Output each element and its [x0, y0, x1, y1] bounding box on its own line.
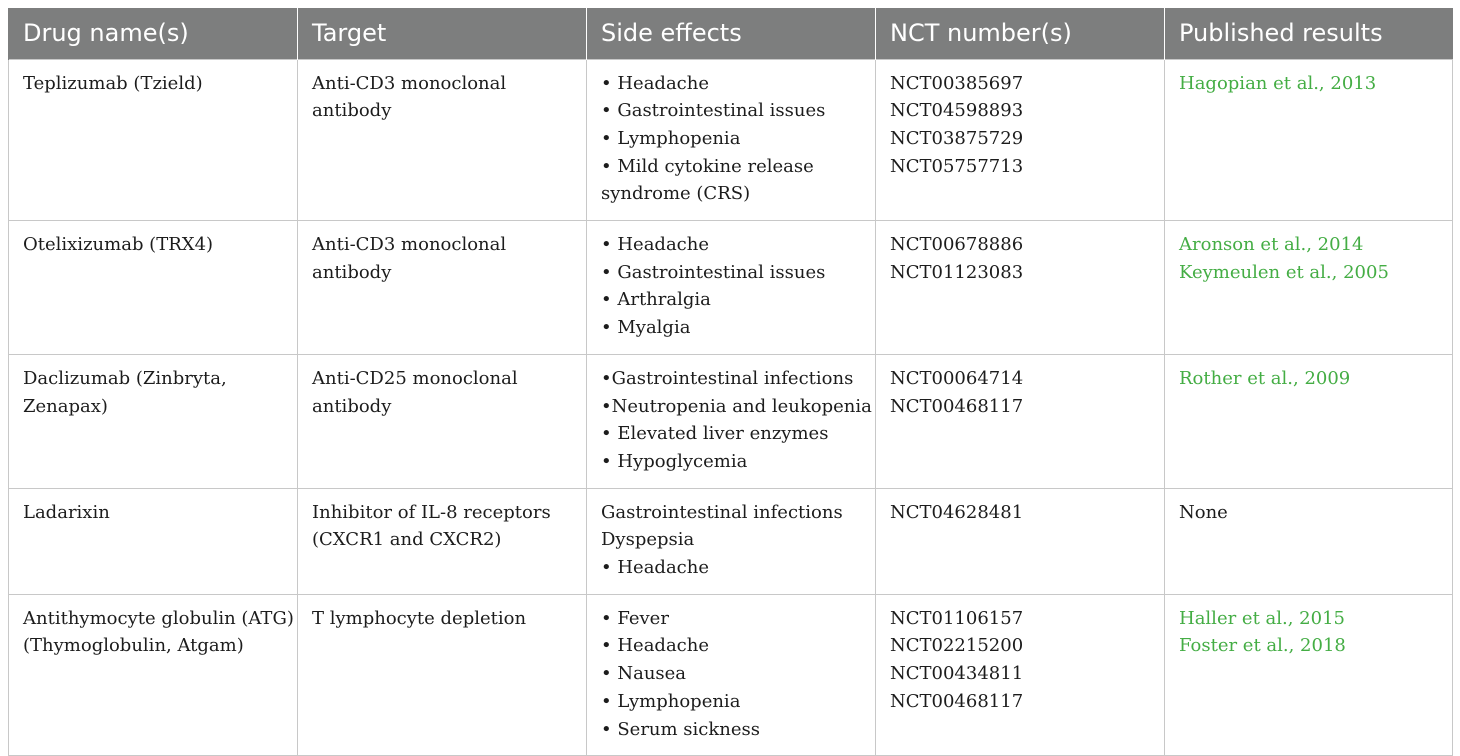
table-row	[9, 354, 1453, 488]
nct-number: NCT00678886	[890, 234, 1024, 256]
side-effect-item: • Nausea	[601, 663, 687, 685]
header-nct-numbers: NCT number(s)	[876, 8, 1165, 59]
drug-name-cell	[9, 354, 298, 488]
target-cell	[298, 59, 587, 221]
results-cell	[1165, 488, 1453, 594]
nct-number: NCT01106157	[890, 607, 1024, 629]
side-effect-item: • Headache	[601, 72, 709, 94]
target-text: Inhibitor of IL-8 receptors	[312, 501, 551, 523]
header-published-results: Published results	[1165, 8, 1453, 59]
drug-name: Ladarixin	[23, 501, 110, 523]
side-effect-item: • Lymphopenia	[601, 127, 741, 149]
drug-name-cell	[9, 488, 298, 594]
nct-cell	[876, 354, 1165, 488]
side-effect-item: • Fever	[601, 607, 669, 629]
nct-number: NCT01123083	[890, 261, 1024, 283]
results-cell	[1165, 221, 1453, 355]
nct-cell	[876, 594, 1165, 756]
side-effect-item: • Elevated liver enzymes	[601, 423, 829, 445]
nct-number: NCT00064714	[890, 367, 1024, 389]
table-row	[9, 221, 1453, 355]
side-effect-item: • Serum sickness	[601, 718, 761, 740]
side-effect-item: Gastrointestinal infections	[601, 501, 843, 523]
side-effect-item: • Hypoglycemia	[601, 450, 748, 472]
drug-name: Otelixizumab (TRX4)	[23, 234, 214, 256]
target-cell	[298, 354, 587, 488]
side-effect-item: Dyspepsia	[601, 529, 695, 551]
drug-name: Daclizumab (Zinbryta,	[23, 367, 227, 389]
nct-number: NCT00385697	[890, 72, 1024, 94]
reference-link[interactable]: Rother et al., 2009	[1179, 367, 1351, 389]
target-text: Anti-CD25 monoclonal	[312, 367, 518, 389]
nct-number: NCT00468117	[890, 690, 1024, 712]
drug-name: Teplizumab (Tzield)	[23, 72, 203, 94]
reference-link[interactable]: Foster et al., 2018	[1179, 635, 1346, 657]
table-header-row	[9, 8, 1453, 59]
results-none-text: None	[1179, 501, 1228, 523]
side-effect-item: • Headache	[601, 557, 709, 579]
nct-number: NCT03875729	[890, 127, 1024, 149]
header-target: Target	[298, 8, 587, 59]
side-effect-item: •Gastrointestinal infections	[601, 367, 854, 389]
target-text: T lymphocyte depletion	[312, 607, 527, 629]
drug-name-cell	[9, 594, 298, 756]
drug-name-cell	[9, 59, 298, 221]
side-effect-item: • Gastrointestinal issues	[601, 261, 826, 283]
header-side-effects: Side effects	[587, 8, 876, 59]
drug-name: Zenapax)	[23, 395, 108, 417]
target-cell	[298, 221, 587, 355]
side-effect-item: • Gastrointestinal issues	[601, 100, 826, 122]
nct-cell	[876, 221, 1165, 355]
target-text: Anti-CD3 monoclonal	[312, 72, 507, 94]
drug-table	[8, 8, 1453, 756]
header-drug-names: Drug name(s)	[9, 8, 298, 59]
side-effects-cell	[587, 354, 876, 488]
results-cell	[1165, 354, 1453, 488]
table-row	[9, 488, 1453, 594]
side-effect-item: •Neutropenia and leukopenia	[601, 395, 872, 417]
nct-cell	[876, 488, 1165, 594]
side-effect-item: • Myalgia	[601, 317, 691, 339]
target-text: antibody	[312, 100, 392, 122]
results-cell	[1165, 594, 1453, 756]
side-effects-cell	[587, 221, 876, 355]
drug-name: (Thymoglobulin, Atgam)	[23, 635, 244, 657]
nct-number: NCT05757713	[890, 155, 1024, 177]
target-cell	[298, 488, 587, 594]
results-cell	[1165, 59, 1453, 221]
nct-number: NCT00434811	[890, 663, 1024, 685]
drug-table-container	[8, 8, 1452, 756]
nct-number: NCT00468117	[890, 395, 1024, 417]
side-effects-cell	[587, 594, 876, 756]
side-effect-item: • Mild cytokine release	[601, 155, 814, 177]
drug-name: Antithymocyte globulin (ATG)	[23, 607, 294, 629]
reference-link[interactable]: Haller et al., 2015	[1179, 607, 1345, 629]
nct-number: NCT04598893	[890, 100, 1024, 122]
target-text: antibody	[312, 395, 392, 417]
side-effect-item: syndrome (CRS)	[601, 183, 751, 205]
reference-link[interactable]: Keymeulen et al., 2005	[1179, 261, 1389, 283]
target-text: (CXCR1 and CXCR2)	[312, 529, 502, 551]
side-effects-cell	[587, 488, 876, 594]
reference-link[interactable]: Aronson et al., 2014	[1179, 234, 1364, 256]
table-row	[9, 59, 1453, 221]
drug-name-cell	[9, 221, 298, 355]
target-text: antibody	[312, 261, 392, 283]
reference-link[interactable]: Hagopian et al., 2013	[1179, 72, 1377, 94]
target-cell	[298, 594, 587, 756]
side-effect-item: • Lymphopenia	[601, 690, 741, 712]
side-effect-item: • Headache	[601, 635, 709, 657]
target-text: Anti-CD3 monoclonal	[312, 234, 507, 256]
nct-number: NCT02215200	[890, 635, 1024, 657]
side-effect-item: • Headache	[601, 234, 709, 256]
side-effects-cell	[587, 59, 876, 221]
nct-cell	[876, 59, 1165, 221]
nct-number: NCT04628481	[890, 501, 1024, 523]
table-row	[9, 594, 1453, 756]
side-effect-item: • Arthralgia	[601, 289, 711, 311]
